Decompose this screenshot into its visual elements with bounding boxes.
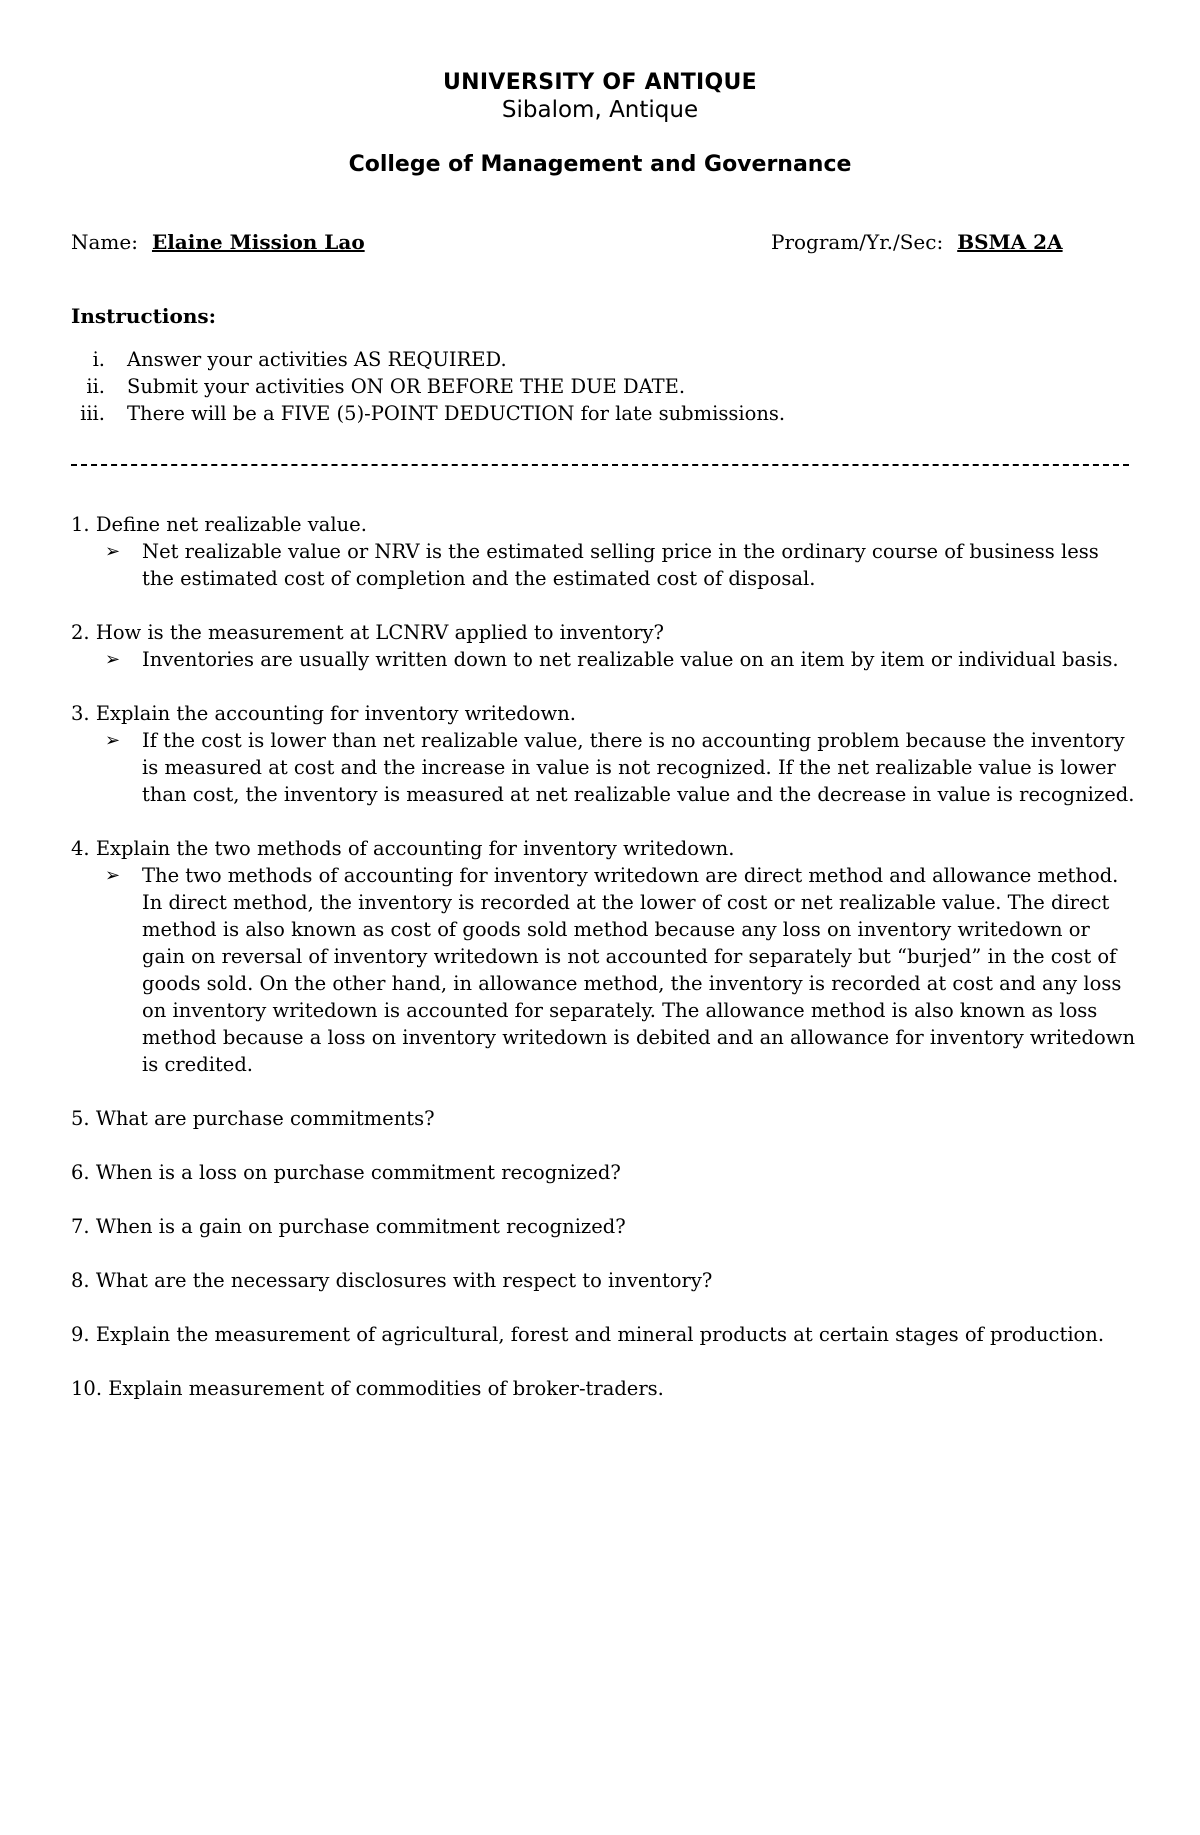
question-number: 6. bbox=[71, 1161, 90, 1184]
question-item bbox=[0, 1375, 1200, 1402]
question-line bbox=[71, 511, 1200, 538]
questions-section bbox=[0, 511, 1200, 1429]
question-text: Explain the two methods of accounting for inventory writedown. bbox=[95, 837, 735, 860]
question-number: 10. bbox=[71, 1377, 103, 1400]
question-item bbox=[0, 1267, 1200, 1294]
answer-text: If the cost is lower than net realizable value, there is no accounting problem because the inventory is measured at cost and the increase in value is not recognized. If the net realizable value is lower than cost, the inventory is measured at net realizable value and the decrease in value is recognized. bbox=[142, 729, 1135, 806]
question-text: How is the measurement at LCNRV applied to inventory? bbox=[95, 621, 664, 644]
question-item bbox=[0, 1321, 1200, 1348]
question-line bbox=[71, 619, 1200, 646]
question-text: When is a loss on purchase commitment recognized? bbox=[95, 1161, 621, 1184]
question-number: 7. bbox=[71, 1215, 90, 1238]
program-label: Program/Yr./Sec: bbox=[771, 230, 944, 254]
question-line bbox=[71, 835, 1200, 862]
program-value: BSMA 2A bbox=[957, 230, 1063, 254]
question-number: 2. bbox=[71, 621, 90, 644]
question-item bbox=[0, 1159, 1200, 1186]
question-number: 8. bbox=[71, 1269, 90, 1292]
arrowhead-bullet-icon: ➢ bbox=[105, 730, 121, 751]
question-item bbox=[0, 835, 1200, 1078]
question-text: Explain measurement of commodities of broker-traders. bbox=[108, 1377, 664, 1400]
question-line bbox=[71, 1267, 1200, 1294]
instructions-title: Instructions: bbox=[71, 304, 217, 328]
answer-text: Net realizable value or NRV is the estimated selling price in the ordinary course of business less the estimated cost of completion and the estimated cost of disposal. bbox=[142, 540, 1099, 590]
question-number: 1. bbox=[71, 513, 90, 536]
university-title: UNIVERSITY OF ANTIQUE bbox=[443, 70, 757, 95]
question-item bbox=[0, 619, 1200, 673]
instruction-item bbox=[0, 402, 1200, 429]
question-item bbox=[0, 700, 1200, 808]
question-item bbox=[0, 1213, 1200, 1240]
answer-block bbox=[105, 862, 1136, 1078]
question-line bbox=[71, 700, 1200, 727]
answer-block bbox=[105, 646, 1136, 673]
question-number: 4. bbox=[71, 837, 90, 860]
question-text: Explain the measurement of agricultural, forest and mineral products at certain stages of production. bbox=[95, 1323, 1105, 1346]
question-item bbox=[0, 511, 1200, 592]
instruction-number: iii. bbox=[80, 402, 105, 425]
question-text: What are purchase commitments? bbox=[95, 1107, 435, 1130]
question-line bbox=[71, 1159, 1200, 1186]
question-number: 9. bbox=[71, 1323, 90, 1346]
answer-text: Inventories are usually written down to net realizable value on an item by item or individual basis. bbox=[142, 648, 1119, 671]
name-field bbox=[71, 230, 365, 254]
arrowhead-bullet-icon: ➢ bbox=[105, 865, 121, 886]
question-text: Define net realizable value. bbox=[95, 513, 367, 536]
question-text: Explain the accounting for inventory writedown. bbox=[95, 702, 576, 725]
answer-block bbox=[105, 538, 1136, 592]
name-label: Name: bbox=[71, 230, 138, 254]
question-text: What are the necessary disclosures with respect to inventory? bbox=[95, 1269, 713, 1292]
arrowhead-bullet-icon: ➢ bbox=[105, 541, 121, 562]
program-field bbox=[771, 230, 1063, 254]
question-text: When is a gain on purchase commitment recognized? bbox=[95, 1215, 626, 1238]
instruction-item bbox=[0, 375, 1200, 402]
instruction-text: There will be a FIVE (5)-POINT DEDUCTION for late submissions. bbox=[127, 402, 786, 425]
university-location: Sibalom, Antique bbox=[501, 97, 699, 123]
instruction-text: Answer your activities AS REQUIRED. bbox=[127, 348, 507, 371]
question-line bbox=[71, 1321, 1200, 1348]
dashed-divider bbox=[71, 464, 1129, 466]
instructions-list bbox=[0, 348, 1200, 429]
instruction-item bbox=[0, 348, 1200, 375]
arrowhead-bullet-icon: ➢ bbox=[105, 649, 121, 670]
name-value: Elaine Mission Lao bbox=[151, 230, 365, 254]
question-number: 5. bbox=[71, 1107, 90, 1130]
instruction-text: Submit your activities ON OR BEFORE THE DUE DATE. bbox=[127, 375, 686, 398]
question-line bbox=[71, 1375, 1200, 1402]
question-line bbox=[71, 1213, 1200, 1240]
question-item bbox=[0, 1105, 1200, 1132]
answer-text: The two methods of accounting for inventory writedown are direct method and allowance method. In direct method, the inventory is recorded at the lower of cost or net realizable value. The direct method is also known as cost of goods sold method because any loss on inventory writedown or gain on reversal of inventory writedown is not accounted for separately but “burjed” in the cost of goods sold. On the other hand, in allowance method, the inventory is recorded at cost and any loss on inventory writedown is accounted for separately. The allowance method is also known as loss method because a loss on inventory writedown is debited and an allowance for inventory writedown is credited. bbox=[142, 864, 1136, 1076]
answer-block bbox=[105, 727, 1136, 808]
question-number: 3. bbox=[71, 702, 90, 725]
instruction-number: ii. bbox=[86, 375, 105, 398]
question-line bbox=[71, 1105, 1200, 1132]
instruction-number: i. bbox=[92, 348, 105, 371]
college-title: College of Management and Governance bbox=[348, 152, 852, 177]
